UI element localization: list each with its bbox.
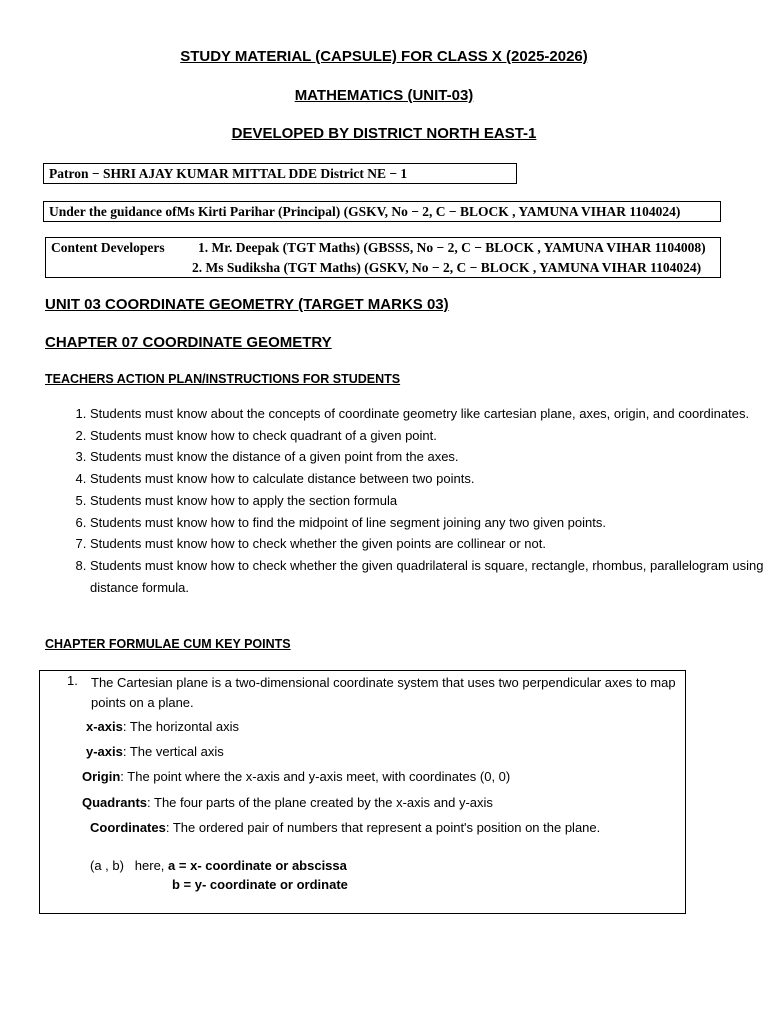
guidance-box (43, 201, 721, 222)
list-item: 2. Students must know how to check quadrant of a given point. (90, 425, 768, 447)
origin-definition (82, 769, 510, 784)
subject-title: MATHEMATICS (UNIT-03) (294, 87, 474, 104)
y-axis-def: : The vertical axis (122, 744, 224, 759)
key-points-box (39, 670, 686, 914)
origin-def: : The point where the x-axis and y-axis meet, with coordinates (0, 0) (120, 769, 511, 784)
list-item: 6. Students must know how to find the midpoint of line segment joining any two given points. (90, 512, 768, 534)
formulae-heading: CHAPTER FORMULAE CUM KEY POINTS (45, 637, 291, 651)
unit-heading: UNIT 03 COORDINATE GEOMETRY (TARGET MARKS 03) (45, 296, 449, 313)
list-item: 7. Students must know how to check whether the given points are collinear or not. (90, 533, 768, 555)
guidance-text: Under the guidance ofMs Kirti Parihar (Principal) (GSKV, No − 2, C − BLOCK , YAMUNA VIHAR 1104024) (49, 204, 681, 219)
x-axis-definition (86, 719, 239, 734)
document-title: STUDY MATERIAL (CAPSULE) FOR CLASS X (2025-2026) (180, 48, 588, 65)
patron-text: Patron − SHRI AJAY KUMAR MITTAL DDE District NE − 1 (49, 166, 408, 181)
plan-list (45, 403, 768, 598)
patron-box (43, 163, 517, 184)
quadrants-def: : The four parts of the plane created by the x-axis and y-axis (147, 795, 493, 810)
developers-box (45, 237, 721, 278)
chapter-heading: CHAPTER 07 COORDINATE GEOMETRY (45, 334, 332, 351)
district-title: DEVELOPED BY DISTRICT NORTH EAST-1 (231, 125, 537, 142)
ordered-pair-line (90, 858, 347, 873)
key-point-number: 1. (67, 673, 78, 688)
y-axis-term: y-axis (86, 744, 123, 759)
list-item: 4. Students must know how to calculate distance between two points. (90, 468, 768, 490)
list-item: 8. Students must know how to check whether the given quadrilateral is square, rectangle, rhombus, parallelogram using distance formula. (90, 555, 768, 598)
ordinate-line (172, 877, 348, 892)
x-axis-def: : The horizontal axis (122, 719, 239, 734)
developer-2: 2. Ms Sudiksha (TGT Maths) (GSKV, No − 2, C − BLOCK , YAMUNA VIHAR 1104024) (192, 260, 702, 275)
plan-heading: TEACHERS ACTION PLAN/INSTRUCTIONS FOR STUDENTS (45, 372, 401, 386)
ordered-pair-prefix: (a , b) here, (90, 858, 169, 873)
quadrants-definition (82, 795, 493, 810)
origin-term: Origin (82, 769, 121, 784)
y-axis-definition (86, 744, 224, 759)
list-item: 3. Students must know the distance of a given point from the axes. (90, 446, 768, 468)
developers-label: Content Developers (51, 240, 165, 255)
x-axis-term: x-axis (86, 719, 123, 734)
abscissa-text: a = x- coordinate or abscissa (168, 858, 347, 873)
coordinates-def: : The ordered pair of numbers that represent a point's position on the plane. (165, 820, 601, 835)
list-item: 5. Students must know how to apply the section formula (90, 490, 768, 512)
coordinates-term: Coordinates (90, 820, 166, 835)
quadrants-term: Quadrants (82, 795, 148, 810)
ordinate-text: b = y- coordinate or ordinate (172, 877, 348, 892)
list-item: 1. Students must know about the concepts of coordinate geometry like cartesian plane, axes, origin, and coordinates. (90, 403, 768, 425)
coordinates-definition (90, 820, 600, 835)
cartesian-plane-text: The Cartesian plane is a two-dimensional coordinate system that uses two perpendicular axes to map points on a plane. (91, 675, 676, 710)
developer-1: 1. Mr. Deepak (TGT Maths) (GBSSS, No − 2, C − BLOCK , YAMUNA VIHAR 1104008) (198, 240, 706, 255)
